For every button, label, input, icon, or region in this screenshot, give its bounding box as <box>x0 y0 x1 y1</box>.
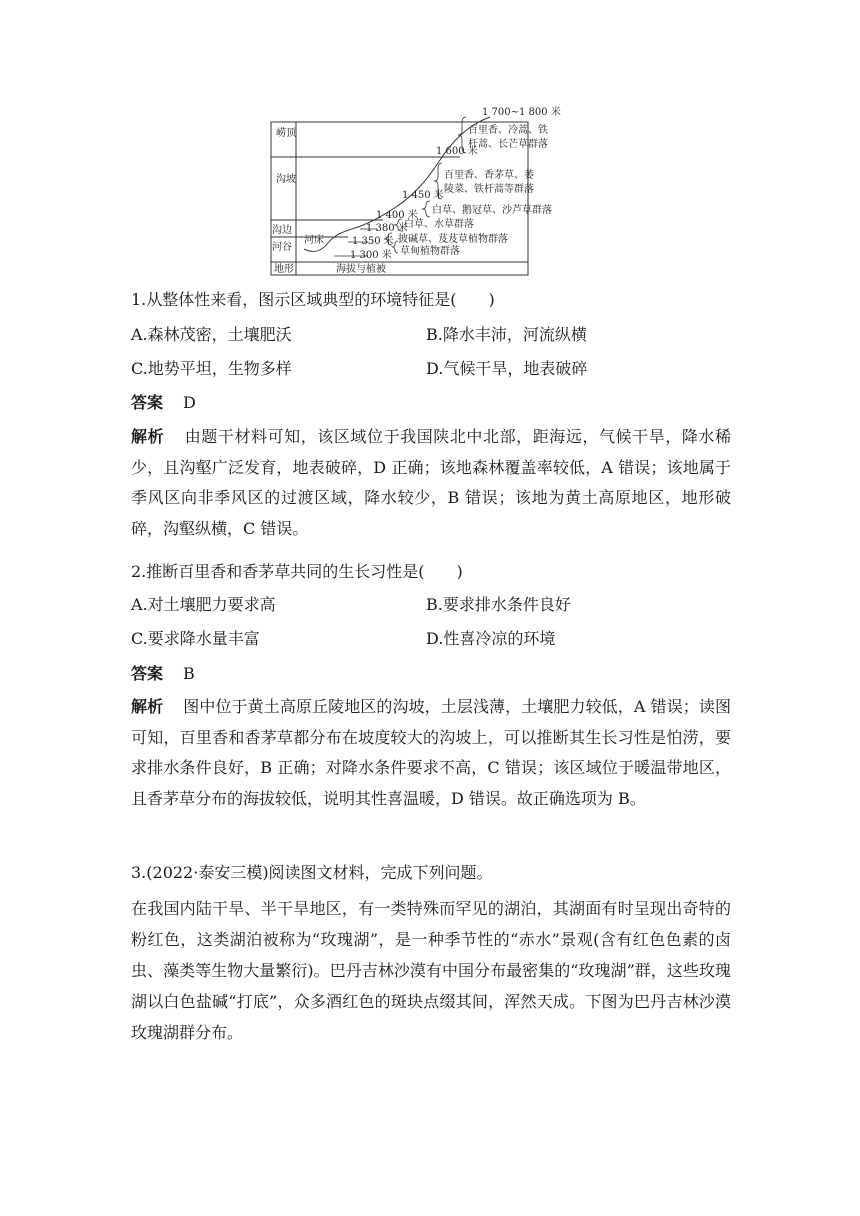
community-slope-1: 百里香、香茅草、萎 <box>444 170 534 181</box>
community-1: 白草、鹅冠草、沙芦草群落 <box>432 205 552 216</box>
q2-option-a: A.对土壤肥力要求高 <box>131 595 276 614</box>
q2-answer: B <box>183 664 195 683</box>
vegetation-profile-figure <box>268 103 561 279</box>
elev-1380: 1 380 米 <box>366 223 408 234</box>
q2-analysis <box>131 692 731 814</box>
row-label-edge: 沟边 <box>272 225 292 236</box>
riverbed-label: 河床 <box>304 235 324 246</box>
q1-answer-row <box>131 392 196 414</box>
q1-analysis-text: 由题干材料可知，该区域位于我国陕北中北部，距海远，气候干旱，降水稀少，且沟壑广泛发育，地表破碎，D 正确；该地森林覆盖率较低，A 错误；该地属于季风区向非季风区的过渡区域，降水较少，B 错误；该地为黄土高原地区，地形破碎，沟壑纵横，C 错误。 <box>131 427 731 538</box>
elev-1450: 1 450 米 <box>402 190 444 201</box>
community-top-2: 杆蒿、长芒草群落 <box>468 139 548 150</box>
q1-option-d: D.气候干旱，地表破碎 <box>426 359 588 378</box>
elev-1350: 1 350 米 <box>352 236 394 247</box>
q1-answer: D <box>183 393 196 412</box>
elev-1700: 1 700~1 800 米 <box>482 107 561 118</box>
row-label-slope: 沟坡 <box>276 174 296 185</box>
community-2: 白草、水草群落 <box>404 219 474 230</box>
row-label-top: 崂顶 <box>276 128 296 139</box>
profile-diagram <box>268 103 561 279</box>
q2-option-c: C.要求降水量丰富 <box>131 629 260 648</box>
row-label-valley: 河谷 <box>272 242 292 253</box>
community-4: 草甸植物群落 <box>400 246 460 257</box>
q1-answer-label: 答案 <box>131 393 164 412</box>
community-3: 披碱草、芨芨草植物群落 <box>398 234 508 245</box>
q2-answer-row <box>131 663 195 685</box>
elev-1300: 1 300 米 <box>350 250 392 261</box>
community-slope-2: 陵菜、铁杆蒿等群落 <box>444 184 534 195</box>
q1-analysis <box>131 422 731 544</box>
q1-option-b: B.降水丰沛，河流纵横 <box>426 325 587 344</box>
q2-option-b: B.要求排水条件良好 <box>426 595 571 614</box>
elev-1600: 1 600 米 <box>436 146 478 157</box>
q1-option-a: A.森林茂密，土壤肥沃 <box>131 325 292 344</box>
footer-elevation-vegetation: 海拔与植被 <box>336 264 386 275</box>
q2-analysis-label: 解析 <box>131 697 164 716</box>
elev-1400: 1 400 米 <box>376 210 418 221</box>
q1-analysis-label: 解析 <box>131 427 165 446</box>
footer-terrain: 地形 <box>274 264 294 275</box>
q2-analysis-text: 图中位于黄土高原丘陵地区的沟坡，土层浅薄，土壤肥力较低，A 错误；读图可知，百里香和香茅草都分布在坡度较大的沟坡上，可以推断其生长习性是怕涝，要求排水条件良好，B 正确；对降水条件要求不高，C 错误；该区域位于暖温带地区，且香茅草分布的海拔较低，说明其性喜温暖，D 错误。故正确选项为 B。 <box>131 697 731 808</box>
q2-answer-label: 答案 <box>131 664 164 683</box>
community-top-1: 百里香、冷蒿、铁 <box>468 125 548 136</box>
q2-option-d: D.性喜冷凉的环境 <box>426 629 556 648</box>
q1-stem: 1.从整体性来看，图示区域典型的环境特征是( ) <box>131 290 495 309</box>
q1-option-c: C.地势平坦，生物多样 <box>131 359 292 378</box>
q3-material: 在我国内陆干旱、半干旱地区，有一类特殊而罕见的湖泊，其湖面有时呈现出奇特的粉红色，这类湖泊被称为“玫瑰湖”，是一种季节性的“赤水”景观(含有红色色素的卤虫、藻类等生物大量繁衍)。巴丹吉林沙漠有中国分布最密集的“玫瑰湖”群，这些玫瑰湖以白色盐碱“打底”，众多酒红色的斑块点缀其间，浑然天成。下图为巴丹吉林沙漠玫瑰湖群分布。 <box>131 899 731 1042</box>
q3-stem: 3.(2022·泰安三模)阅读图文材料，完成下列问题。 <box>131 863 493 882</box>
q2-stem: 2.推断百里香和香茅草共同的生长习性是( ) <box>131 562 463 581</box>
